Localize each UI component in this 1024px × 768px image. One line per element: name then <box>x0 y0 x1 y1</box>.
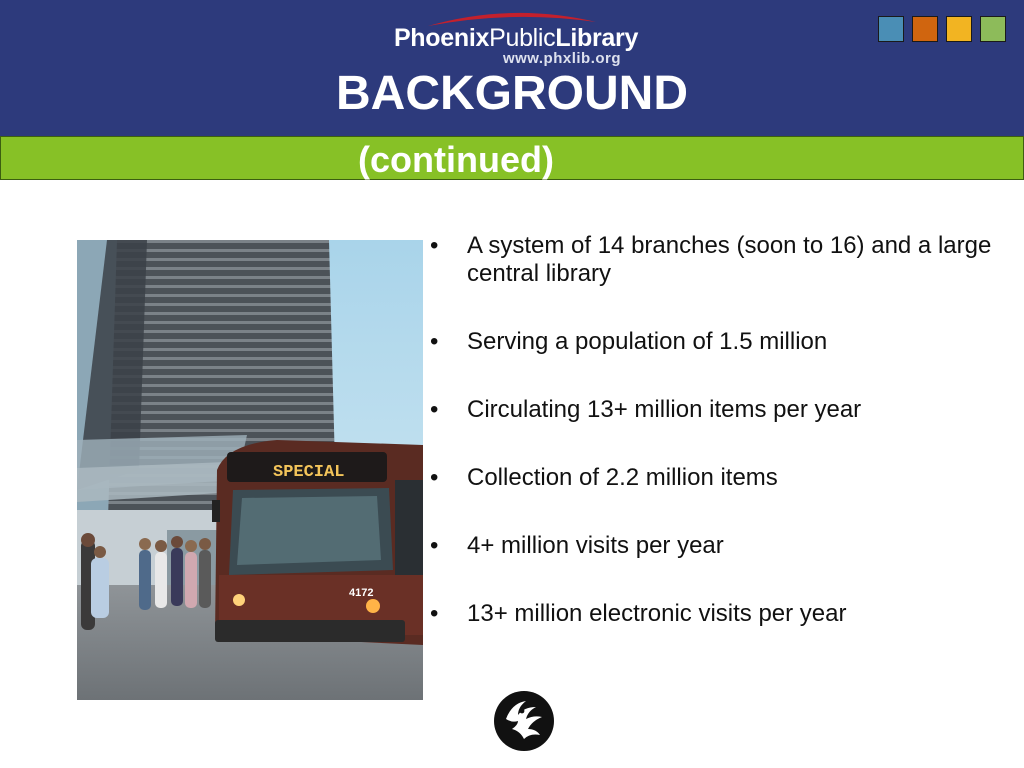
bus-sign-text: SPECIAL <box>273 463 345 482</box>
color-squares <box>878 16 1006 42</box>
bullet-item <box>430 600 1010 628</box>
bullet-marker: • <box>430 396 439 423</box>
bullet-text: Collection of 2.2 million items <box>467 464 778 491</box>
bullet-item <box>430 328 1010 356</box>
bullet-text: A system of 14 branches (soon to 16) and a large central library <box>467 232 992 287</box>
bullet-marker: • <box>430 532 439 559</box>
bus-headlight-left <box>233 594 245 606</box>
city-bus <box>212 440 423 645</box>
logo-url: www.phxlib.org <box>502 50 622 67</box>
photo-illustration <box>77 240 423 700</box>
slide-header <box>0 0 1024 136</box>
logo-name: PhoenixPublicLibrary <box>393 24 639 52</box>
bullet-text: 13+ million electronic visits per year <box>467 600 847 627</box>
bullet-item <box>430 464 1010 492</box>
bullet-marker: • <box>430 600 439 627</box>
color-square-blue <box>878 16 904 42</box>
color-square-orange <box>912 16 938 42</box>
phoenix-public-library-logo <box>376 6 656 66</box>
color-square-green <box>980 16 1006 42</box>
bullet-text: Serving a population of 1.5 million <box>467 328 828 355</box>
bullet-text: Circulating 13+ million items per year <box>467 396 862 423</box>
bullet-list <box>430 232 1010 668</box>
bullet-item <box>430 232 1010 288</box>
color-square-yellow <box>946 16 972 42</box>
bullet-marker: • <box>430 464 439 491</box>
bus-headlight-right <box>366 599 380 613</box>
slide-subtitle: (continued) <box>358 139 554 180</box>
bullet-item <box>430 396 1010 424</box>
bullet-marker: • <box>430 328 439 355</box>
phoenix-bird-logo-icon <box>492 689 556 753</box>
slide-title: BACKGROUND <box>336 67 688 120</box>
bullet-text: 4+ million visits per year <box>467 532 724 559</box>
bus-number: 4172 <box>349 587 374 599</box>
bullet-marker: • <box>430 232 439 259</box>
library-bus-photo <box>77 240 423 700</box>
bullet-item <box>430 532 1010 560</box>
